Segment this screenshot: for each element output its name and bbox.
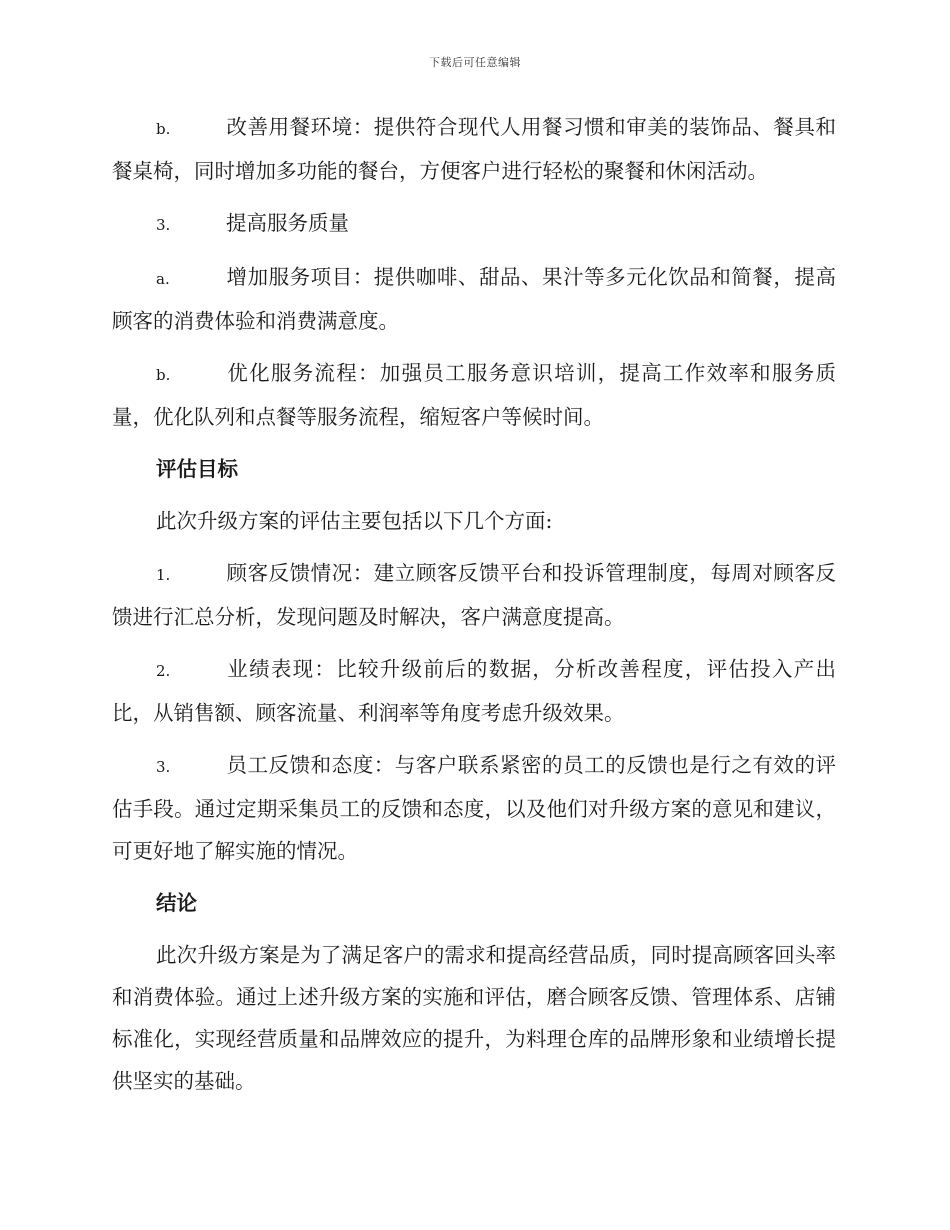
list-marker: a. bbox=[156, 270, 170, 288]
list-item-text: 改善用餐环境：提供符合现代人用餐习惯和审美的装饰品、餐具和餐桌椅，同时增加多功能的餐台，方便客户进行轻松的聚餐和休闲活动。 bbox=[112, 115, 836, 183]
document-body bbox=[112, 106, 836, 1112]
list-item-2-performance bbox=[112, 648, 836, 734]
conclusion-paragraph: 此次升级方案是为了满足客户的需求和提高经营品质，同时提高顾客回头率和消费体验。通过上述升级方案的实施和评估，磨合顾客反馈、管理体系、店铺标准化，实现经营质量和品牌效应的提升，为料理仓库的品牌形象和业绩增长提供坚实的基础。 bbox=[112, 943, 836, 1093]
list-marker: 2. bbox=[156, 662, 171, 680]
list-marker: b. bbox=[156, 366, 171, 384]
section-heading-evaluation: 评估目标 bbox=[156, 457, 238, 481]
list-item-3-service-quality bbox=[112, 202, 836, 246]
list-item-1-customer-feedback bbox=[112, 552, 836, 638]
list-item-b-service-process bbox=[112, 352, 836, 438]
section-heading-conclusion: 结论 bbox=[156, 891, 197, 915]
list-item-text: 业绩表现：比较升级前后的数据，分析改善程度，评估投入产出比，从销售额、顾客流量、利润率等角度考虑升级效果。 bbox=[112, 657, 836, 725]
list-item-b-dining-environment bbox=[112, 106, 836, 192]
page-header: 下载后可任意编辑 bbox=[429, 56, 521, 69]
list-marker: 1. bbox=[156, 566, 171, 584]
list-item-text: 提高服务质量 bbox=[226, 211, 349, 235]
list-marker: 3. bbox=[156, 758, 171, 776]
list-marker: b. bbox=[156, 120, 171, 138]
list-item-a-service-items bbox=[112, 256, 836, 342]
evaluation-intro: 此次升级方案的评估主要包括以下几个方面: bbox=[156, 509, 553, 533]
list-item-text: 员工反馈和态度：与客户联系紧密的员工的反馈也是行之有效的评估手段。通过定期采集员工的反馈和态度，以及他们对升级方案的意见和建议，可更好地了解实施的情况。 bbox=[112, 753, 836, 863]
list-marker: 3. bbox=[156, 216, 171, 234]
list-item-text: 优化服务流程：加强员工服务意识培训，提高工作效率和服务质量，优化队列和点餐等服务流程，缩短客户等候时间。 bbox=[112, 361, 836, 429]
list-item-3-staff-feedback bbox=[112, 744, 836, 872]
list-item-text: 增加服务项目：提供咖啡、甜品、果汁等多元化饮品和简餐，提高顾客的消费体验和消费满意度。 bbox=[112, 265, 836, 333]
list-item-text: 顾客反馈情况：建立顾客反馈平台和投诉管理制度，每周对顾客反馈进行汇总分析，发现问题及时解决，客户满意度提高。 bbox=[112, 561, 836, 629]
